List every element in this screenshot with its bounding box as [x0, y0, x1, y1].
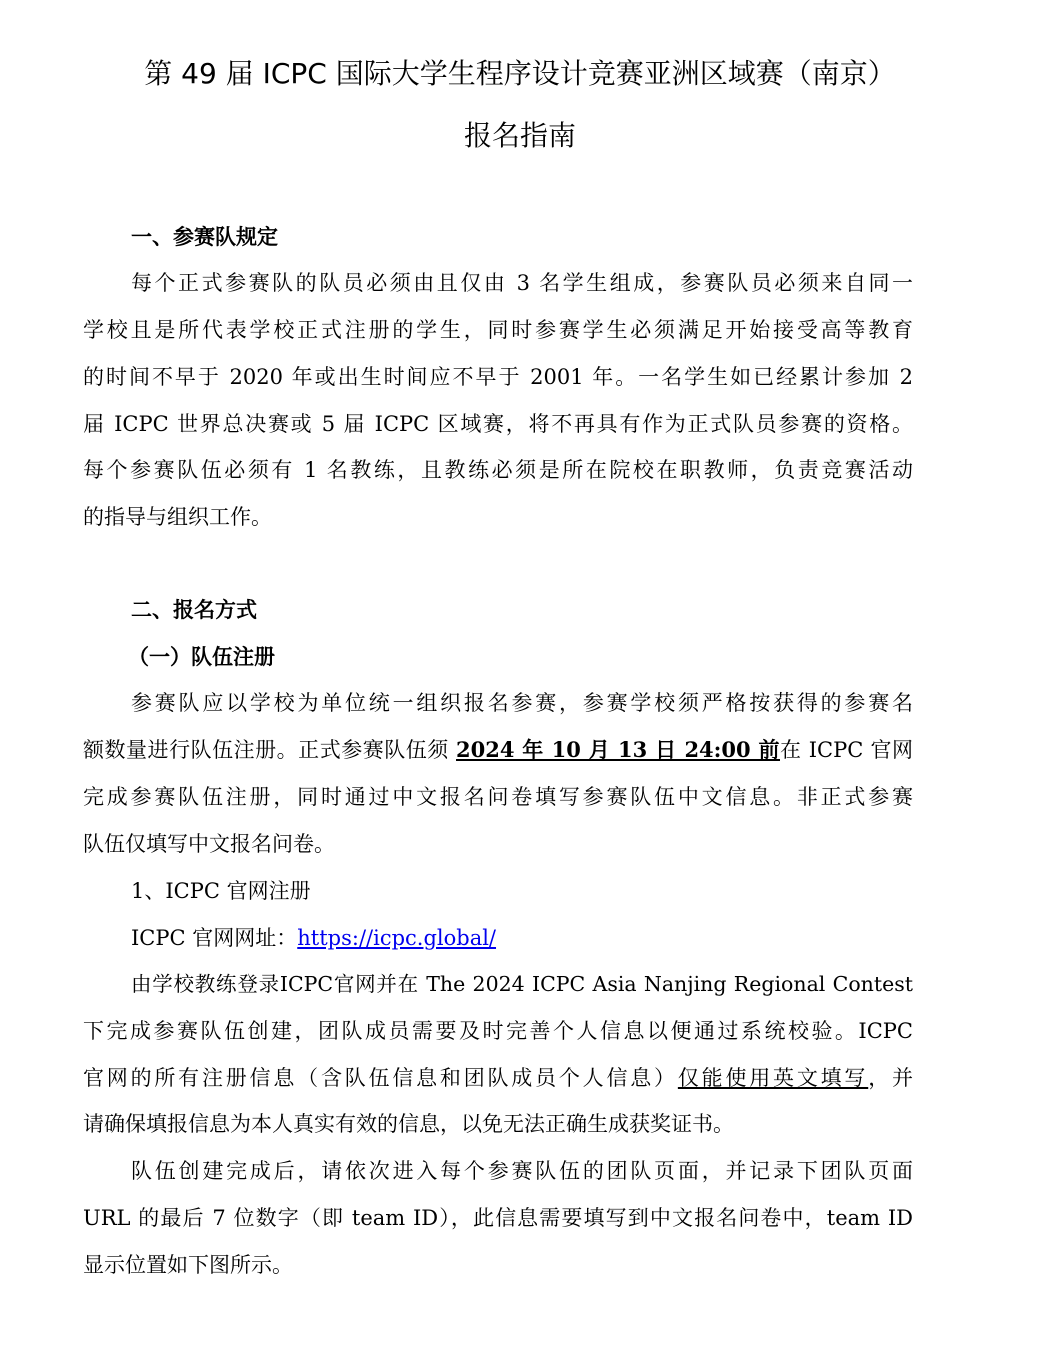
section1-line: 届 ICPC 世界总决赛或 5 届 ICPC 区域赛，将不再具有作为正式队员参赛的资格。 — [83, 412, 913, 436]
p2-line: 下完成参赛队伍创建，团队成员需要及时完善个人信息以便通过系统校验。ICPC — [83, 1019, 913, 1043]
p2-line — [83, 1063, 913, 1093]
p2-line3-pre: 官网的所有注册信息（含队伍信息和团队成员个人信息） — [83, 1066, 678, 1090]
site-label: ICPC 官网网址： — [131, 926, 298, 950]
english-only-note: 仅能使用英文填写 — [677, 1066, 869, 1090]
item1-title: 1、ICPC 官网注册 — [131, 879, 311, 903]
section1-line: 每个正式参赛队的队员必须由且仅由 3 名学生组成，参赛队员必须来自同一 — [131, 271, 913, 295]
p2-line: 由学校教练登录ICPC官网并在 The 2024 ICPC Asia Nanjing Regional Contest — [131, 972, 913, 996]
section1-line: 的时间不早于 2020 年或出生时间应不早于 2001 年。一名学生如已经累计参加 2 — [83, 365, 913, 389]
section1-line: 的指导与组织工作。 — [83, 505, 272, 529]
icpc-site-link[interactable]: https://icpc.global/ — [297, 926, 497, 950]
p2-line: 请确保填报信息为本人真实有效的信息，以免无法正确生成获奖证书。 — [83, 1112, 734, 1136]
p1-line — [83, 735, 913, 765]
p1-line: 完成参赛队伍注册，同时通过中文报名问卷填写参赛队伍中文信息。非正式参赛 — [83, 785, 913, 809]
document-title: 第 49 届 ICPC 国际大学生程序设计竞赛亚洲区域赛（南京） — [144, 57, 896, 90]
p3-line: 显示位置如下图所示。 — [83, 1253, 293, 1277]
section1-line: 学校且是所代表学校正式注册的学生，同时参赛学生必须满足开始接受高等教育 — [83, 318, 913, 342]
p1-line2-post: 在 ICPC 官网 — [780, 738, 913, 762]
section2-subheading: （一）队伍注册 — [128, 645, 275, 669]
p3-line: URL 的最后 7 位数字（即 team ID），此信息需要填写到中文报名问卷中，team ID — [83, 1206, 913, 1230]
p3-line: 队伍创建完成后，请依次进入每个参赛队伍的团队页面，并记录下团队页面 — [131, 1159, 913, 1183]
p1-line: 参赛队应以学校为单位统一组织报名参赛，参赛学校须严格按获得的参赛名 — [131, 691, 913, 715]
site-line — [131, 923, 913, 953]
p1-line2-pre: 额数量进行队伍注册。正式参赛队伍须 — [83, 738, 457, 762]
registration-deadline: 2024 年 10 月 13 日 24:00 前 — [456, 737, 780, 762]
section2-heading: 二、报名方式 — [131, 598, 257, 622]
section1-line: 每个参赛队伍必须有 1 名教练，且教练必须是所在院校在职教师，负责竞赛活动 — [83, 458, 913, 482]
p2-line3-post: ，并 — [868, 1066, 914, 1090]
p1-line: 队伍仅填写中文报名问卷。 — [83, 832, 335, 856]
document-subtitle: 报名指南 — [463, 119, 576, 152]
section1-heading: 一、参赛队规定 — [131, 225, 278, 249]
